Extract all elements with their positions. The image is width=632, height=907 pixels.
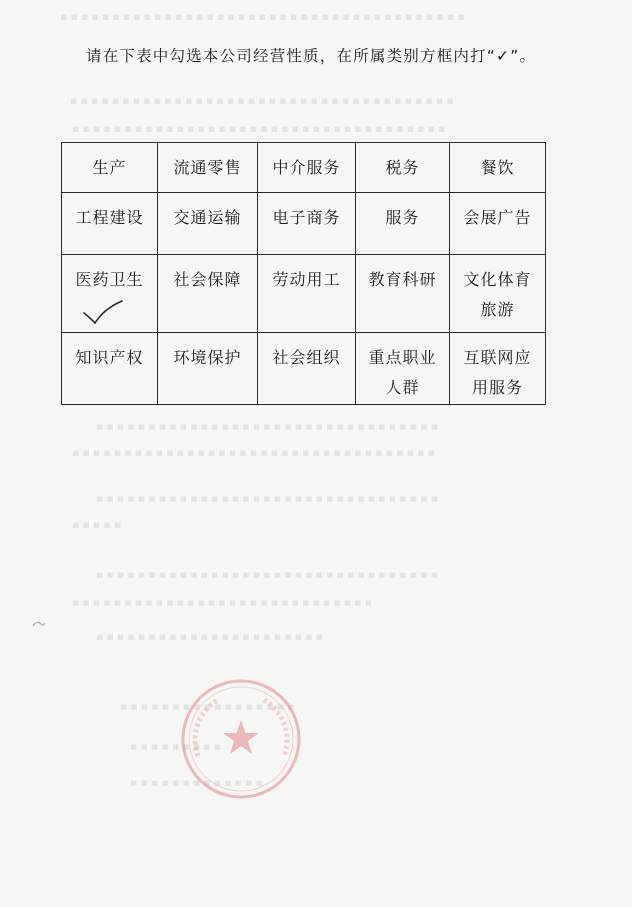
bleed-through-text: ▪▪▪▪▪▪▪▪▪▪▪▪▪▪▪▪▪▪▪▪▪▪▪▪▪▪▪▪▪▪▪▪▪▪▪ — [72, 446, 438, 459]
bleed-through-text: ▪▪▪▪▪▪▪▪▪▪▪▪▪▪▪▪▪▪▪▪▪▪ — [96, 630, 327, 643]
category-cell[interactable] — [158, 193, 258, 255]
category-cell[interactable] — [356, 193, 450, 255]
category-cell[interactable] — [356, 255, 450, 333]
category-label: 税务 — [385, 158, 420, 177]
category-cell[interactable] — [450, 333, 546, 405]
category-cell[interactable] — [450, 143, 546, 193]
category-label: 服务 — [385, 208, 420, 227]
category-label: 重点职业人群 — [368, 348, 437, 397]
table-row — [62, 143, 546, 193]
category-label: 交通运输 — [173, 208, 242, 227]
category-cell[interactable] — [62, 333, 158, 405]
category-label: 劳动用工 — [272, 270, 341, 289]
bleed-through-text: ▪▪▪▪▪▪▪▪▪ — [130, 740, 225, 753]
category-cell[interactable] — [258, 193, 356, 255]
bleed-through-text: ▪▪▪▪▪ — [72, 518, 125, 531]
category-cell[interactable] — [258, 255, 356, 333]
category-cell[interactable] — [62, 143, 158, 193]
category-label: 社会保障 — [173, 270, 242, 289]
category-label: 餐饮 — [480, 158, 515, 177]
category-label: 社会组织 — [272, 348, 341, 367]
category-label: 互联网应用服务 — [463, 348, 532, 397]
business-category-table — [61, 142, 546, 405]
bleed-through-text: ▪▪▪▪▪▪▪▪▪▪▪▪▪▪▪▪▪ — [120, 700, 298, 713]
bleed-through-text: ▪▪▪▪▪▪▪▪▪▪▪▪▪▪▪▪▪▪▪▪▪▪▪▪▪▪▪▪▪▪▪▪▪▪▪▪▪ — [70, 94, 457, 107]
category-cell[interactable] — [356, 143, 450, 193]
category-label: 电子商务 — [272, 208, 341, 227]
table-row — [62, 333, 546, 405]
bleed-through-text: ▪▪▪▪▪▪▪▪▪▪▪▪▪▪▪▪▪▪▪▪▪▪▪▪▪▪▪▪▪▪▪▪▪ — [96, 420, 442, 433]
checkmark-icon — [82, 299, 124, 325]
category-label: 会展广告 — [463, 208, 532, 227]
ink-smudge — [32, 620, 46, 630]
category-cell[interactable] — [258, 143, 356, 193]
bleed-through-text: ▪▪▪▪▪▪▪▪▪▪▪▪▪▪▪▪▪▪▪▪▪▪▪▪▪▪▪▪▪▪▪▪▪ — [96, 568, 442, 581]
category-cell[interactable] — [450, 193, 546, 255]
category-cell[interactable] — [158, 143, 258, 193]
instruction-text: 请在下表中勾选本公司经营性质，在所属类别方框内打“✓”。 — [86, 47, 537, 65]
bleed-through-text: ▪▪▪▪▪▪▪▪▪▪▪▪▪▪▪▪▪▪▪▪▪▪▪▪▪▪▪▪▪▪▪▪▪▪▪▪▪▪▪ — [60, 10, 468, 23]
category-cell[interactable] — [62, 193, 158, 255]
category-label: 文化体育旅游 — [463, 270, 532, 319]
table-row — [62, 193, 546, 255]
category-label: 环境保护 — [173, 348, 242, 367]
category-cell[interactable] — [158, 333, 258, 405]
category-cell[interactable] — [258, 333, 356, 405]
bleed-through-text: ▪▪▪▪▪▪▪▪▪▪▪▪▪▪▪▪▪▪▪▪▪▪▪▪▪▪▪▪▪▪▪▪▪ — [96, 492, 442, 505]
category-label: 生产 — [92, 158, 127, 177]
category-cell[interactable] — [450, 255, 546, 333]
category-label: 中介服务 — [272, 158, 341, 177]
category-cell[interactable] — [356, 333, 450, 405]
category-cell[interactable] — [158, 255, 258, 333]
category-label: 教育科研 — [368, 270, 437, 289]
bleed-through-text: ▪▪▪▪▪▪▪▪▪▪▪▪▪▪▪▪▪▪▪▪▪▪▪▪▪▪▪▪▪▪▪▪▪▪▪▪ — [72, 122, 449, 135]
bleed-through-text: ▪▪▪▪▪▪▪▪▪▪▪▪▪▪▪▪▪▪▪▪▪▪▪▪▪▪▪▪▪ — [72, 596, 376, 609]
category-label: 医药卫生 — [75, 270, 144, 289]
company-seal-stamp — [178, 676, 304, 802]
bleed-through-text: ▪▪▪▪▪▪▪▪▪▪▪▪▪ — [130, 776, 266, 789]
category-label: 工程建设 — [75, 208, 144, 227]
category-cell-checked[interactable] — [62, 255, 158, 333]
category-label: 流通零售 — [173, 158, 242, 177]
table-row — [62, 255, 546, 333]
category-label: 知识产权 — [75, 348, 144, 367]
